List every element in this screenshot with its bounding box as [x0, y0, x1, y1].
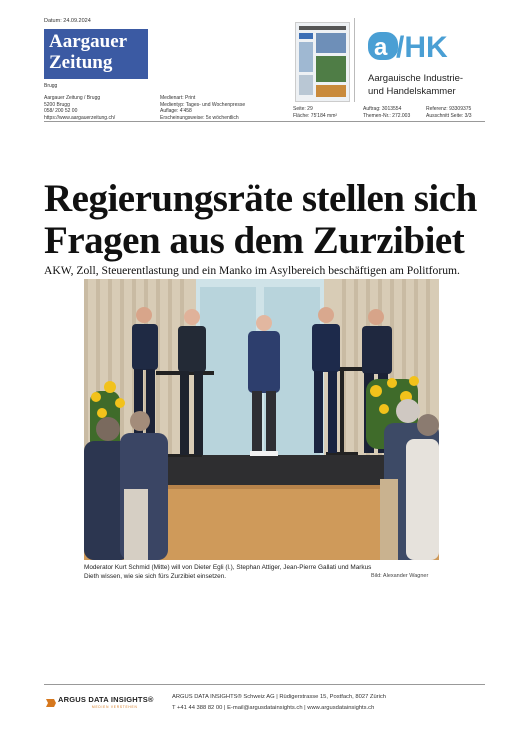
header-divider [354, 18, 355, 102]
ahk-logo [366, 26, 478, 66]
media-type: Medienart: Print [160, 95, 196, 101]
newspaper-logo [44, 29, 148, 79]
footer-contact: T +41 44 388 82 00 | E-mail@argusdatainsights.ch | www.argusdatainsights.ch [172, 705, 375, 711]
argus-logo-name: ARGUS DATA INSIGHTS® [58, 695, 154, 704]
ahk-logo-text: /HK [396, 31, 448, 64]
footer-rule [44, 684, 485, 685]
article-photo [84, 279, 439, 560]
headline-line1: Regierungsräte stellen sich [44, 177, 477, 220]
publisher-info [44, 95, 115, 121]
reference-number: Referenz: 93309375 [426, 106, 472, 112]
media-kind: Medientyp: Tages- und Wochenpresse [160, 101, 246, 108]
excerpt-page: Ausschnitt Seite: 3/3 [426, 112, 472, 119]
newspaper-logo-line2: Zeitung [49, 52, 113, 73]
media-circulation: Auflage: 4'458 [160, 108, 192, 114]
photo-caption-line2: Dieth wissen, wie sie sich fürs Zurzibiet einsetzen. [84, 573, 227, 580]
document-date: Datum: 24.09.2024 [44, 18, 91, 24]
publisher-phone: 058/ 200 52 00 [44, 108, 78, 114]
region-label: Brugg [44, 83, 58, 89]
argus-logo-tagline: MEDIEN VERSTEHEN [92, 705, 138, 709]
reference-info [426, 106, 472, 119]
publisher-url: https://www.aargauerzeitung.ch/ [44, 114, 116, 121]
ahk-logo-a: a [374, 34, 388, 61]
page-thumbnail [295, 22, 350, 102]
page-info [293, 106, 337, 119]
photo-credit: Bild: Alexander Wagner [371, 573, 429, 579]
subheadline: AKW, Zoll, Steuerentlastung und ein Manko im Asylbereich beschäftigen am Politforum. [44, 264, 460, 277]
page-number: Seite: 29 [293, 106, 313, 112]
order-info [363, 106, 410, 119]
newspaper-logo-line1: Aargauer [49, 31, 128, 52]
client-name-line1: Aargauische Industrie- [368, 73, 464, 84]
client-name-line2: und Handelskammer [368, 86, 456, 97]
media-info [160, 95, 245, 121]
headline-line2: Fragen aus dem Zurzibiet [44, 219, 465, 262]
header-rule [44, 121, 485, 122]
media-frequency: Erscheinungsweise: 5x wöchentlich [160, 114, 239, 121]
photo-caption-line1: Moderator Kurt Schmid (Mitte) will von Dieter Egli (l.), Stephan Attiger, Jean-Pierre Gallati und Markus [84, 564, 372, 571]
page-area: Fläche: 75'184 mm² [293, 112, 338, 119]
publisher-name: Aargauer Zeitung / Brugg [44, 95, 101, 101]
footer-address: ARGUS DATA INSIGHTS® Schweiz AG | Rüdigerstrasse 15, Postfach, 8027 Zürich [172, 694, 387, 700]
topic-number: Themen-Nr.: 272.003 [363, 112, 411, 119]
order-number: Auftrag: 3013554 [363, 106, 402, 112]
publisher-city: 5200 Brugg [44, 101, 70, 108]
